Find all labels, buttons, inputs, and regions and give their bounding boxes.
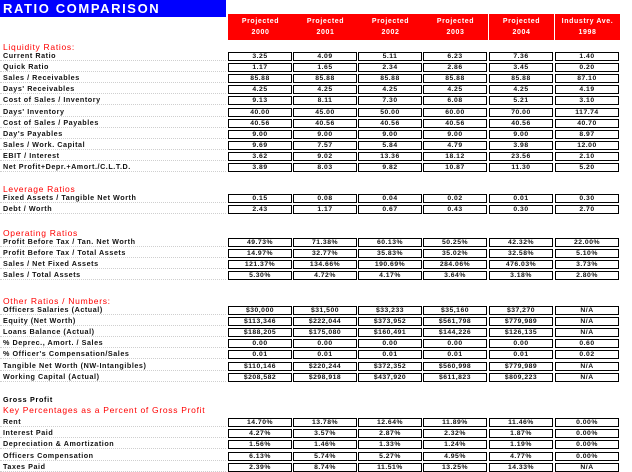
row-dots	[0, 325, 226, 326]
value-cell: $160,491	[358, 328, 422, 337]
row-label: Sales / Receivables	[3, 73, 80, 82]
value-cell: 11.51%	[358, 463, 422, 472]
value-cell: $779,989	[489, 362, 553, 371]
column-header-top: Projected	[241, 18, 280, 25]
value-cell: N/A	[555, 306, 619, 315]
value-cell: 85.88	[489, 74, 553, 83]
value-cell: 0.01	[489, 350, 553, 359]
row-label: Cost of Sales / Payables	[3, 118, 99, 127]
value-cell: 0.08	[293, 194, 357, 203]
row-label: Current Ratio	[3, 51, 57, 60]
value-cell: 3.10	[555, 96, 619, 105]
section-title: Liquidity Ratios:	[3, 42, 75, 52]
value-cell: 2.87%	[358, 429, 422, 438]
row-dots	[0, 347, 226, 348]
value-cell: 11.89%	[423, 418, 487, 427]
value-cell: $220,244	[293, 362, 357, 371]
value-cell: 40.56	[489, 119, 553, 128]
value-cell: 3.62	[228, 152, 292, 161]
value-cell: $126,135	[489, 328, 553, 337]
value-cell: $611,823	[423, 373, 487, 382]
column-header	[358, 14, 423, 40]
value-cell: 1.87%	[489, 429, 553, 438]
gross-profit-label: Gross Profit	[3, 395, 53, 404]
value-cell: 9.00	[489, 130, 553, 139]
row-dots	[0, 127, 226, 128]
value-cell: 0.01	[293, 350, 357, 359]
value-cell: 2.70	[555, 205, 619, 214]
value-cell: 0.30	[489, 205, 553, 214]
row-label: Depreciation & Amortization	[3, 439, 115, 448]
value-cell: 4.77%	[489, 452, 553, 461]
column-header-year: 1998	[578, 29, 597, 36]
value-cell: 1.46%	[293, 440, 357, 449]
value-cell: 85.88	[423, 74, 487, 83]
value-cell: 9.02	[293, 152, 357, 161]
section-title: Operating Ratios	[3, 228, 78, 238]
value-cell: 9.00	[423, 130, 487, 139]
value-cell: 0.01	[423, 350, 487, 359]
value-cell: 0.04	[358, 194, 422, 203]
row-label: Net Profit+Depr.+Amort./C.L.T.D.	[3, 162, 131, 171]
value-cell: 85.88	[358, 74, 422, 83]
value-cell: 9.00	[293, 130, 357, 139]
value-cell: 40.00	[228, 108, 292, 117]
value-cell: 32.58%	[489, 249, 553, 258]
key-percentages-title: Key Percentages as a Percent of Gross Profit	[3, 405, 206, 415]
value-cell: 40.56	[358, 119, 422, 128]
value-cell: 50.00	[358, 108, 422, 117]
value-cell: 5.84	[358, 141, 422, 150]
value-cell: 23.56	[489, 152, 553, 161]
value-cell: 35.02%	[423, 249, 487, 258]
value-cell: 3.57%	[293, 429, 357, 438]
row-dots	[0, 426, 226, 427]
value-cell: 1.17	[228, 63, 292, 72]
value-cell: 0.02	[555, 350, 619, 359]
value-cell: 476.03%	[489, 260, 553, 269]
column-header-top: Projected	[436, 18, 475, 25]
value-cell: 134.66%	[293, 260, 357, 269]
value-cell: 12.64%	[358, 418, 422, 427]
value-cell: 5.21	[489, 96, 553, 105]
value-cell: 22.00%	[555, 238, 619, 247]
value-cell: 0.00	[423, 339, 487, 348]
value-cell: 6.23	[423, 52, 487, 61]
value-cell: 0.00	[489, 339, 553, 348]
value-cell: 6.08	[423, 96, 487, 105]
row-dots	[0, 246, 226, 247]
row-label: Profit Before Tax / Total Assets	[3, 248, 126, 257]
value-cell: $31,500	[293, 306, 357, 315]
row-dots	[0, 116, 226, 117]
row-dots	[0, 160, 226, 161]
value-cell: 3.98	[489, 141, 553, 150]
row-label: Taxes Paid	[3, 462, 46, 471]
value-cell: 0.02	[423, 194, 487, 203]
value-cell: 2.43	[228, 205, 292, 214]
value-cell: 121.37%	[228, 260, 292, 269]
row-label: Sales / Total Assets	[3, 270, 81, 279]
row-dots	[0, 202, 226, 203]
value-cell: 60.00	[423, 108, 487, 117]
row-label: % Deprec., Amort. / Sales	[3, 338, 104, 347]
value-cell: $37,270	[489, 306, 553, 315]
value-cell: 3.89	[228, 163, 292, 172]
value-cell: 4.25	[358, 85, 422, 94]
row-label: Days' Inventory	[3, 107, 65, 116]
value-cell: 0.00%	[555, 418, 619, 427]
value-cell: 85.88	[293, 74, 357, 83]
value-cell: 0.00	[228, 339, 292, 348]
value-cell: 14.97%	[228, 249, 292, 258]
row-dots	[0, 93, 226, 94]
value-cell: 2.32%	[423, 429, 487, 438]
column-header	[293, 14, 358, 40]
value-cell: 5.30%	[228, 271, 292, 280]
row-label: Working Capital (Actual)	[3, 372, 100, 381]
value-cell: 5.20	[555, 163, 619, 172]
value-cell: 3.18%	[489, 271, 553, 280]
row-label: EBIT / Interest	[3, 151, 60, 160]
row-label: Interest Paid	[3, 428, 54, 437]
value-cell: 8.03	[293, 163, 357, 172]
value-cell: 0.67	[358, 205, 422, 214]
value-cell: 0.00	[293, 339, 357, 348]
row-dots	[0, 257, 226, 258]
column-header	[228, 14, 293, 40]
value-cell: 0.00%	[555, 452, 619, 461]
value-cell: 0.15	[228, 194, 292, 203]
value-cell: 40.56	[293, 119, 357, 128]
value-cell: 1.17	[293, 205, 357, 214]
value-cell: 0.01	[358, 350, 422, 359]
value-cell: 35.83%	[358, 249, 422, 258]
value-cell: 1.24%	[423, 440, 487, 449]
value-cell: $560,998	[423, 362, 487, 371]
value-cell: 85.88	[228, 74, 292, 83]
sheet-title: RATIO COMPARISON	[0, 0, 226, 17]
value-cell: N/A	[555, 373, 619, 382]
value-cell: $175,080	[293, 328, 357, 337]
value-cell: 0.43	[423, 205, 487, 214]
row-dots	[0, 82, 226, 83]
value-cell: $35,160	[423, 306, 487, 315]
value-cell: 5.10%	[555, 249, 619, 258]
value-cell: 60.13%	[358, 238, 422, 247]
column-header-year: 2002	[381, 29, 400, 36]
value-cell: 13.78%	[293, 418, 357, 427]
value-cell: 4.09	[293, 52, 357, 61]
value-cell: 8.74%	[293, 463, 357, 472]
row-label: Days' Receivables	[3, 84, 75, 93]
value-cell: 4.95%	[423, 452, 487, 461]
row-label: Sales / Net Fixed Assets	[3, 259, 99, 268]
value-cell: 2.10	[555, 152, 619, 161]
value-cell: 190.69%	[358, 260, 422, 269]
row-label: Officers Compensation	[3, 451, 94, 460]
value-cell: 2.39%	[228, 463, 292, 472]
row-dots	[0, 381, 226, 382]
column-header-top: Projected	[502, 18, 541, 25]
value-cell: 14.33%	[489, 463, 553, 472]
value-cell: 9.82	[358, 163, 422, 172]
column-header	[555, 14, 620, 40]
value-cell: 4.19	[555, 85, 619, 94]
row-dots	[0, 268, 226, 269]
value-cell: 13.36	[358, 152, 422, 161]
value-cell: 3.73%	[555, 260, 619, 269]
row-label: Fixed Assets / Tangible Net Worth	[3, 193, 137, 202]
value-cell: 9.00	[228, 130, 292, 139]
value-cell: 9.13	[228, 96, 292, 105]
row-label: Rent	[3, 417, 22, 426]
row-label: Profit Before Tax / Tan. Net Worth	[3, 237, 136, 246]
column-header-top: Projected	[371, 18, 410, 25]
value-cell: 0.60	[555, 339, 619, 348]
row-dots	[0, 370, 226, 371]
row-dots	[0, 314, 226, 315]
value-cell: 4.79	[423, 141, 487, 150]
section-title: Other Ratios / Numbers:	[3, 296, 111, 306]
value-cell: $188,205	[228, 328, 292, 337]
value-cell: 7.57	[293, 141, 357, 150]
value-cell: $779,989	[489, 317, 553, 326]
value-cell: $809,223	[489, 373, 553, 382]
value-cell: 18.12	[423, 152, 487, 161]
value-cell: 9.00	[358, 130, 422, 139]
row-label: Quick Ratio	[3, 62, 49, 71]
value-cell: 1.65	[293, 63, 357, 72]
value-cell: 117.74	[555, 108, 619, 117]
row-label: % Officer's Compensation/Sales	[3, 349, 130, 358]
value-cell: 7.36	[489, 52, 553, 61]
row-dots	[0, 437, 226, 438]
row-label: Day's Payables	[3, 129, 63, 138]
row-dots	[0, 71, 226, 72]
row-dots	[0, 149, 226, 150]
column-header-top: Industry Ave.	[561, 18, 614, 25]
row-dots	[0, 213, 226, 214]
value-cell: N/A	[555, 328, 619, 337]
column-header	[423, 14, 488, 40]
value-cell: $144,226	[423, 328, 487, 337]
value-cell: 0.00%	[555, 440, 619, 449]
value-cell: 0.00	[358, 339, 422, 348]
value-cell: 11.46%	[489, 418, 553, 427]
value-cell: 13.25%	[423, 463, 487, 472]
value-cell: $373,952	[358, 317, 422, 326]
value-cell: 12.00	[555, 141, 619, 150]
value-cell: 7.30	[358, 96, 422, 105]
value-cell: $208,582	[228, 373, 292, 382]
value-cell: 49.73%	[228, 238, 292, 247]
value-cell: 0.01	[489, 194, 553, 203]
row-dots	[0, 138, 226, 139]
row-label: Tangible Net Worth (NW-Intangibles)	[3, 361, 147, 370]
value-cell: 10.87	[423, 163, 487, 172]
value-cell: 5.11	[358, 52, 422, 61]
row-label: Equity (Net Worth)	[3, 316, 76, 325]
value-cell: 6.13%	[228, 452, 292, 461]
value-cell: 284.06%	[423, 260, 487, 269]
value-cell: $437,920	[358, 373, 422, 382]
value-cell: 2.34	[358, 63, 422, 72]
row-dots	[0, 336, 226, 337]
value-cell: $113,346	[228, 317, 292, 326]
value-cell: 71.38%	[293, 238, 357, 247]
value-cell: N/A	[555, 317, 619, 326]
value-cell: 11.30	[489, 163, 553, 172]
value-cell: $298,918	[293, 373, 357, 382]
column-header-year: 2003	[446, 29, 465, 36]
section-title: Leverage Ratios	[3, 184, 76, 194]
value-cell: $222,044	[293, 317, 357, 326]
column-header	[489, 14, 554, 40]
value-cell: 1.40	[555, 52, 619, 61]
value-cell: $561,798	[423, 317, 487, 326]
value-cell: 1.56%	[228, 440, 292, 449]
row-dots	[0, 60, 226, 61]
value-cell: 0.01	[228, 350, 292, 359]
row-label: Sales / Work. Capital	[3, 140, 86, 149]
value-cell: 40.70	[555, 119, 619, 128]
value-cell: 2.80%	[555, 271, 619, 280]
value-cell: 45.00	[293, 108, 357, 117]
value-cell: $30,000	[228, 306, 292, 315]
value-cell: 4.72%	[293, 271, 357, 280]
value-cell: 9.69	[228, 141, 292, 150]
value-cell: 2.86	[423, 63, 487, 72]
column-header-top: Projected	[306, 18, 345, 25]
value-cell: N/A	[555, 463, 619, 472]
value-cell: 4.25	[489, 85, 553, 94]
value-cell: 0.30	[555, 194, 619, 203]
row-label: Loans Balance (Actual)	[3, 327, 95, 336]
value-cell: $33,233	[358, 306, 422, 315]
value-cell: N/A	[555, 362, 619, 371]
value-cell: 8.11	[293, 96, 357, 105]
value-cell: 5.27%	[358, 452, 422, 461]
value-cell: 4.27%	[228, 429, 292, 438]
value-cell: 14.70%	[228, 418, 292, 427]
value-cell: 4.25	[423, 85, 487, 94]
row-dots	[0, 279, 226, 280]
value-cell: 3.64%	[423, 271, 487, 280]
value-cell: 4.17%	[358, 271, 422, 280]
row-dots	[0, 358, 226, 359]
row-dots	[0, 171, 226, 172]
row-label: Cost of Sales / Inventory	[3, 95, 101, 104]
value-cell: $372,352	[358, 362, 422, 371]
value-cell: 0.00%	[555, 429, 619, 438]
value-cell: 32.77%	[293, 249, 357, 258]
value-cell: 70.00	[489, 108, 553, 117]
value-cell: 0.20	[555, 63, 619, 72]
value-cell: 8.97	[555, 130, 619, 139]
row-dots	[0, 448, 226, 449]
row-dots	[0, 460, 226, 461]
value-cell: 42.32%	[489, 238, 553, 247]
value-cell: $110,146	[228, 362, 292, 371]
row-label: Officers Salaries (Actual)	[3, 305, 103, 314]
column-header-year: 2000	[251, 29, 270, 36]
value-cell: 1.33%	[358, 440, 422, 449]
value-cell: 4.25	[293, 85, 357, 94]
value-cell: 87.10	[555, 74, 619, 83]
value-cell: 40.56	[423, 119, 487, 128]
column-header-year: 2001	[316, 29, 335, 36]
value-cell: 3.45	[489, 63, 553, 72]
row-label: Debt / Worth	[3, 204, 53, 213]
value-cell: 5.74%	[293, 452, 357, 461]
value-cell: 3.25	[228, 52, 292, 61]
value-cell: 50.25%	[423, 238, 487, 247]
row-dots	[0, 104, 226, 105]
value-cell: 4.25	[228, 85, 292, 94]
column-header-year: 2004	[512, 29, 531, 36]
value-cell: 1.19%	[489, 440, 553, 449]
value-cell: 40.56	[228, 119, 292, 128]
